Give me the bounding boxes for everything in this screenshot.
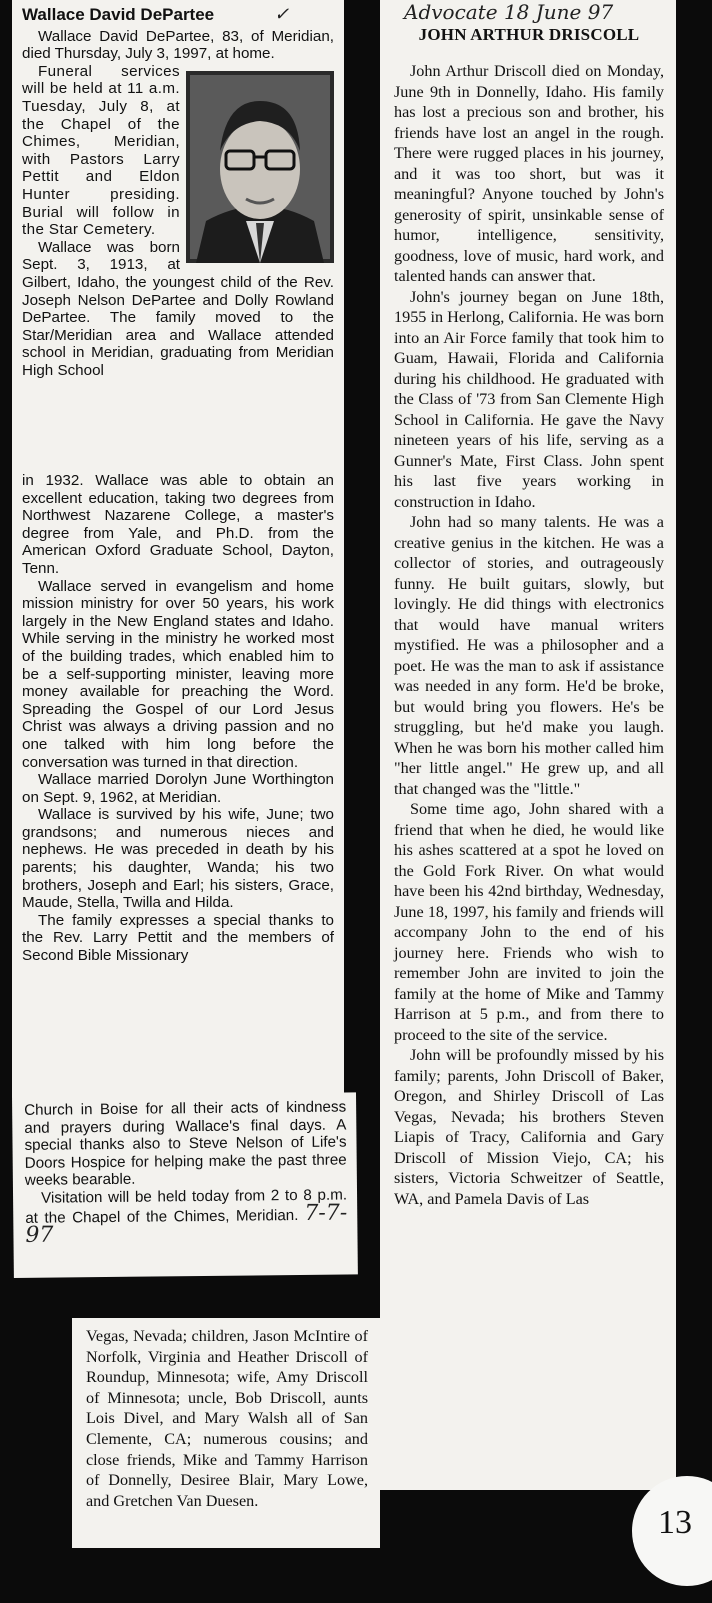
- wallace-paragraph-5: Wallace married Dorolyn June Worthington on Sept. 9, 1962, at Meridian.: [22, 771, 334, 806]
- john-paragraph-2: John's journey began on June 18th, 1955 in Herlong, California. He was born into an Air Force family that took him to Guam, Hawaii, Florida and California during his childhood. He graduated with the Class of '73 from San Clemente High School in California. He gave the Navy nineteen years of his life, serving as a Gunner's Mate, First Class. John spent his last five years working in construction in Idaho.: [394, 287, 664, 511]
- check-mark-annotation: ✓: [274, 4, 290, 25]
- john-paragraph-1: John Arthur Driscoll died on Monday, June 9th in Donnelly, Idaho. His family has lost a precious son and brother, his friends have lost an angel in the rough. There were rugged places in his journey, and it was too short, but was it meaningful? Anyone touched by John's generosity of spirit, unsinkable sense of humor, intelligence, sensitivity, goodness, love of music, hard work, and talented hands can answer that.: [394, 62, 664, 285]
- john-obituary-continued: [72, 1318, 380, 1548]
- john-paragraph-3: John had so many talents. He was a creative genius in the kitchen. He was a collector of stories, and outrageously funny. He built guitars, slowly, but lovingly. He did things with electronics that would have manual writers mystified. He was a philosopher and a poet. He was the man to ask if assistance was needed in any form. He'd be broke, but would bring you flowers. He's be struggling, but he'd make you laugh. When he was born his mother called him "her little angel." He grew up, and all that changed was the "little.": [394, 513, 664, 798]
- wallace-visitation-text: Visitation will be held today from 2 to 8 p.m. at the Chapel of the Chimes, Meridian.: [25, 1186, 348, 1227]
- wallace-paragraph-7b: Church in Boise for all their acts of kindness and prayers during Wallace's final days. A special thanks also to Steve Nelson of Life's Doors Hospice for helping make the past three weeks bearable.: [24, 1098, 347, 1190]
- wallace-paragraph-2: Funeral services will be held at 11 a.m. Tuesday, July 8, at the Chapel of the Chimes, Meridian, with Pastors Larry Pettit and Eldon Hunter presiding. Burial will follow in the Star Cemetery.: [22, 62, 180, 239]
- wallace-paragraph-6: Wallace is survived by his wife, June; two grandsons; and numerous nieces and nephews. He was preceded in death by his parents; his daughter, Wanda; his two brothers, Joseph and Earl; his sisters, Grace, Maude, Stella, Twilla and Hilda.: [22, 806, 334, 912]
- wallace-paragraph-4: Wallace served in evangelism and home mission ministry for over 50 years, his work largely in the New England states and Idaho. While serving in the ministry he worked most of the building trades, which enabled him to be a self-supporting minister, leaving more money available for preaching the Word. Spreading the Gospel of our Lord Jesus Christ was always a driving passion and no one talked with him long before the conversation was turned in that direction.: [22, 577, 334, 771]
- wallace-obituary-top: [12, 0, 344, 470]
- wallace-obituary-bottom: [12, 1092, 358, 1278]
- portrait-icon: [186, 71, 334, 263]
- wallace-paragraph-8: [25, 1186, 348, 1249]
- wallace-paragraph-1: Wallace David DePartee, 83, of Meridian, died Thursday, July 3, 1997, at home.: [22, 27, 334, 63]
- john-paragraph-6: Vegas, Nevada; children, Jason McIntire of Norfolk, Virginia and Heather Driscoll of Roundup, Minnesota; wife, Amy Driscoll of Minnesota; uncle, Bob Driscoll, aunts Lois Divel, and Mary Walsh all of San Clemente, CA; numerous cousins; and close friends, Mike and Tammy Harrison of Donnelly, Desiree Blair, Mary Lowe, and Gretchen Van Duesen.: [86, 1327, 368, 1510]
- wallace-paragraph-7a: The family expresses a special thanks to the Rev. Larry Pettit and the members of Second Bible Missionary: [22, 911, 334, 965]
- wallace-portrait-photo: [186, 71, 334, 263]
- wallace-paragraph-3b: in 1932. Wallace was able to obtain an excellent education, taking two degrees from Northwest Nazarene College, a master's degree from Yale, and Ph.D. from the American Oxford Graduate School, Dayton, Tenn.: [22, 472, 334, 577]
- john-obituary-main: [380, 0, 676, 1490]
- handwritten-date: 7-7-97: [25, 1200, 348, 1249]
- wallace-title-text: Wallace David DePartee: [22, 5, 215, 24]
- john-paragraph-4: Some time ago, John shared with a friend that when he died, he would like his ashes scattered at a spot he loved on the Gold Fork River. On what would have been his 42nd birthday, Wednesday, June 18, 1997, his family and friends will accompany John to the end of his journey here. Friends who wish to remember John are invited to join the family at the home of Mike and Tammy Harrison at 5 p.m., and from there to proceed to the site of the service.: [394, 800, 664, 1044]
- john-paragraph-5: John will be profoundly missed by his family; parents, John Driscoll of Baker, Oregon, and Shirley Driscoll of Las Vegas, Nevada; his brothers Steven Liapis of Tracy, California and Gary Driscoll of Mission Viejo, CA; his sisters, Victoria Schweitzer of Seattle, WA, and Pamela Davis of Las: [394, 1046, 664, 1208]
- wallace-obituary-middle: [12, 470, 344, 1096]
- wallace-title: [22, 6, 334, 24]
- page-number: 13: [658, 1504, 692, 1541]
- page-number-sticker: [632, 1476, 712, 1586]
- john-title: JOHN ARTHUR DRISCOLL: [418, 24, 640, 44]
- wallace-paragraph-3a: Wallace was born Sept. 3, 1913, at Gilbert, Idaho, the youngest child of the Rev. Joseph Nelson DePartee and Dolly Rowland DePartee. The family moved to the Star/Meridian area and Wallace attended school in Meridian, graduating from Meridian High School: [22, 238, 334, 379]
- handwritten-dateline: Advocate 18 June 97: [404, 0, 614, 24]
